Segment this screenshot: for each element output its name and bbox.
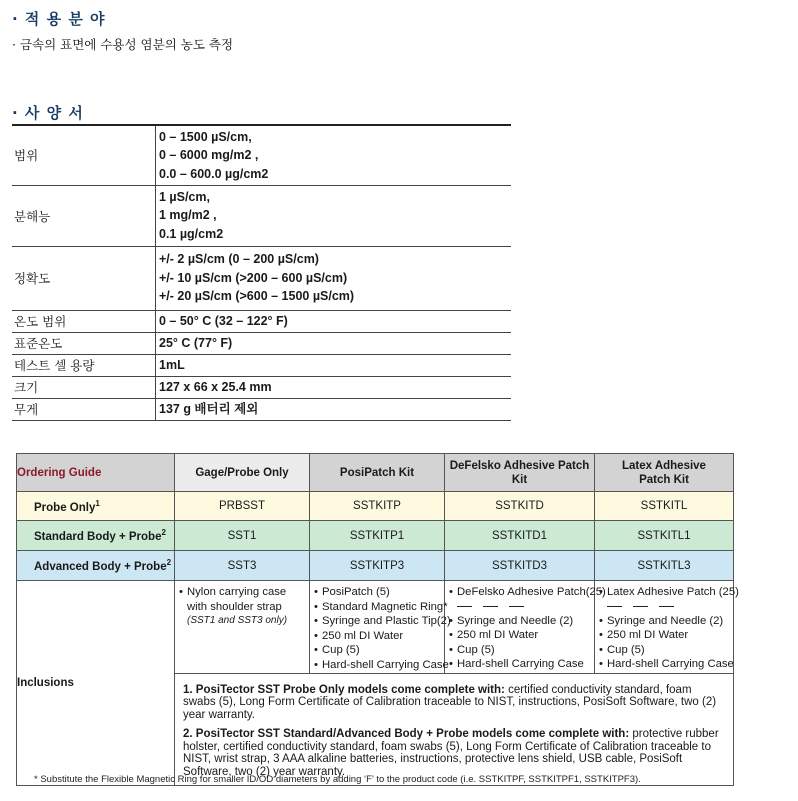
column-header: Gage/Probe Only [175, 454, 310, 492]
product-code: SSTKITP [310, 492, 445, 521]
column-header [310, 454, 445, 492]
inclusion-item: • Cup (5) [314, 643, 444, 658]
dash-separator [599, 600, 733, 614]
inclusion-item: • Cup (5) [599, 643, 733, 658]
spec-value-line: 0 – 1500 µS/cm, [159, 129, 252, 144]
product-code: SSTKITP1 [310, 521, 445, 551]
spec-label: 정확도 [12, 246, 156, 310]
spec-row [12, 185, 511, 246]
note-1-text: certified conductivity standard, foam swabs (5), Long Form Certificate of Calibration traceable to NIST, instructions, PosiSoft Software, two (2) year warranty. [183, 683, 717, 721]
spec-value [156, 185, 512, 246]
inclusion-item: (SST1 and SST3 only) [187, 615, 288, 627]
spec-label: 표준온도 [12, 332, 156, 354]
row-label-sup: 2 [161, 528, 166, 538]
product-code: SSTKITL1 [595, 521, 734, 551]
spec-label: 무게 [12, 398, 156, 420]
inclusions-list [445, 585, 606, 672]
spec-value-line: 0 – 6000 mg/m2 , [159, 148, 259, 162]
inclusion-item: • PosiPatch (5) [314, 585, 444, 600]
inclusions-cell [310, 581, 451, 674]
ordering-guide-title: Ordering Guide [17, 454, 175, 492]
spec-value-line: 0.0 – 600.0 µg/cm2 [159, 166, 269, 181]
spec-value [156, 125, 512, 185]
inclusion-item: • Syringe and Plastic Tip(2) [314, 614, 444, 629]
note-2-bold: 2. PosiTector SST Standard/Advanced Body + Probe models come complete with: [183, 728, 630, 741]
inclusion-item: • Hard-shell Carrying Case [314, 658, 444, 673]
inclusions-list [175, 585, 309, 629]
column-header-text: Latex Adhesive Patch Kit [622, 459, 706, 486]
spec-row [12, 332, 511, 354]
inclusion-item: • Nylon carrying case [179, 585, 309, 600]
row-label-text: Advanced Body + Probe [34, 560, 167, 573]
spec-value: 25° C (77° F) [159, 335, 233, 350]
inclusion-item: • Hard-shell Carrying Case [599, 657, 733, 672]
note-1 [183, 684, 725, 722]
note-2 [183, 728, 725, 778]
inclusions-list [595, 585, 739, 672]
product-code: PRBSST [175, 492, 310, 521]
spec-label: 온도 범위 [12, 310, 156, 332]
inclusion-item: • Standard Magnetic Ring* [314, 600, 444, 615]
spec-label: 크기 [12, 376, 156, 398]
product-code: SSTKITL [595, 492, 734, 521]
spec-value-line: 1 µS/cm, [159, 189, 210, 204]
application-title: · 적 용 분 야 [12, 10, 106, 28]
spec-value-line: 1 mg/m2 , [159, 208, 217, 223]
spec-value: 0 – 50° C (32 – 122° F) [159, 313, 288, 328]
spec-label: 범위 [12, 125, 156, 185]
inclusions-list [310, 585, 451, 673]
specs-title: · 사 양 서 [12, 104, 84, 122]
spec-value: 1mL [159, 357, 185, 372]
spec-value [156, 246, 512, 310]
ordering-header-row [17, 454, 734, 492]
ordering-row-standard [17, 521, 734, 551]
product-code: SST3 [175, 551, 310, 581]
column-header: DeFelsko Adhesive Patch Kit [445, 454, 595, 492]
inclusion-item: • 250 ml DI Water [599, 628, 733, 643]
inclusion-item: • 250 ml DI Water [314, 629, 444, 644]
product-code: SSTKITD3 [445, 551, 595, 581]
dash-separator [449, 600, 594, 614]
spec-value: 137 g 배터리 제외 [159, 401, 259, 416]
spec-value-line: 0.1 µg/cm2 [159, 226, 224, 241]
product-code: SSTKITD1 [445, 521, 595, 551]
spec-row [12, 246, 511, 310]
inclusion-item: with shoulder strap [187, 600, 282, 613]
notes-cell [175, 673, 734, 786]
column-header [595, 454, 734, 492]
spec-row [12, 354, 511, 376]
product-code: SSTKITD [445, 492, 595, 521]
note-1-bold: 1. PosiTector SST Probe Only models come complete with: [183, 683, 505, 696]
row-label-sup: 2 [166, 558, 172, 568]
spec-label: 테스트 셀 용량 [12, 354, 156, 376]
spec-row [12, 398, 511, 420]
product-code: SSTKITL3 [595, 551, 734, 581]
ordering-row-probe-only [17, 492, 734, 521]
inclusion-item: • Latex Adhesive Patch (25) [599, 585, 733, 600]
inclusion-item: • Cup (5) [449, 643, 594, 658]
spec-row [12, 376, 511, 398]
spec-value-line: +/- 20 µS/cm (>600 – 1500 µS/cm) [159, 289, 355, 304]
inclusions-row [17, 581, 734, 674]
row-label [17, 521, 175, 551]
inclusions-cell [595, 581, 739, 674]
ordering-row-advanced [17, 551, 734, 581]
product-code: SSTKITP3 [310, 551, 445, 581]
product-code: SST1 [175, 521, 310, 551]
inclusions-cell [175, 581, 310, 674]
inclusions-label: Inclusions [17, 581, 175, 786]
spec-value-line: +/- 2 µS/cm (0 – 200 µS/cm) [159, 252, 319, 267]
inclusion-item: • Syringe and Needle (2) [449, 614, 594, 629]
footnote: * Substitute the Flexible Magnetic Ring for smaller ID/OD diameters by adding ‘F’ to the product code (i.e. SSTKITPF, SSTKITPF1, SSTKITPF3). [34, 774, 641, 785]
application-line: · 금속의 표면에 수용성 염분의 농도 측정 [12, 37, 234, 52]
note-2-text: protective rubber holster, certified conductivity standard, foam swabs (5), Long Form Certificate of Calibration traceable to NIST, wrist strap, 3 AAA alkaline batteries, instructions, protective lens shield, USB cable, PosiSoft Software, two (2) year warranty. [183, 728, 719, 778]
spec-row [12, 310, 511, 332]
row-label-sup: 1 [95, 498, 100, 508]
column-header-text: PosiPatch Kit [339, 466, 415, 479]
row-label-text: Standard Body + Probe [34, 530, 162, 543]
spec-label: 분해능 [12, 185, 156, 246]
inclusion-item: • Syringe and Needle (2) [599, 614, 733, 629]
ordering-guide-table [16, 453, 739, 786]
inclusion-item: • 250 ml DI Water [449, 628, 594, 643]
spec-table [12, 124, 511, 421]
row-label [17, 492, 175, 521]
inclusion-item: • Hard-shell Carrying Case [449, 657, 594, 672]
row-label [17, 551, 175, 581]
row-label-text: Probe Only [34, 501, 96, 514]
inclusions-cell [445, 581, 606, 674]
spec-value-line: +/- 10 µS/cm (>200 – 600 µS/cm) [159, 270, 348, 285]
spec-row [12, 125, 511, 185]
spec-value: 127 x 66 x 25.4 mm [159, 379, 272, 394]
inclusion-item: • DeFelsko Adhesive Patch(25) [449, 585, 594, 600]
